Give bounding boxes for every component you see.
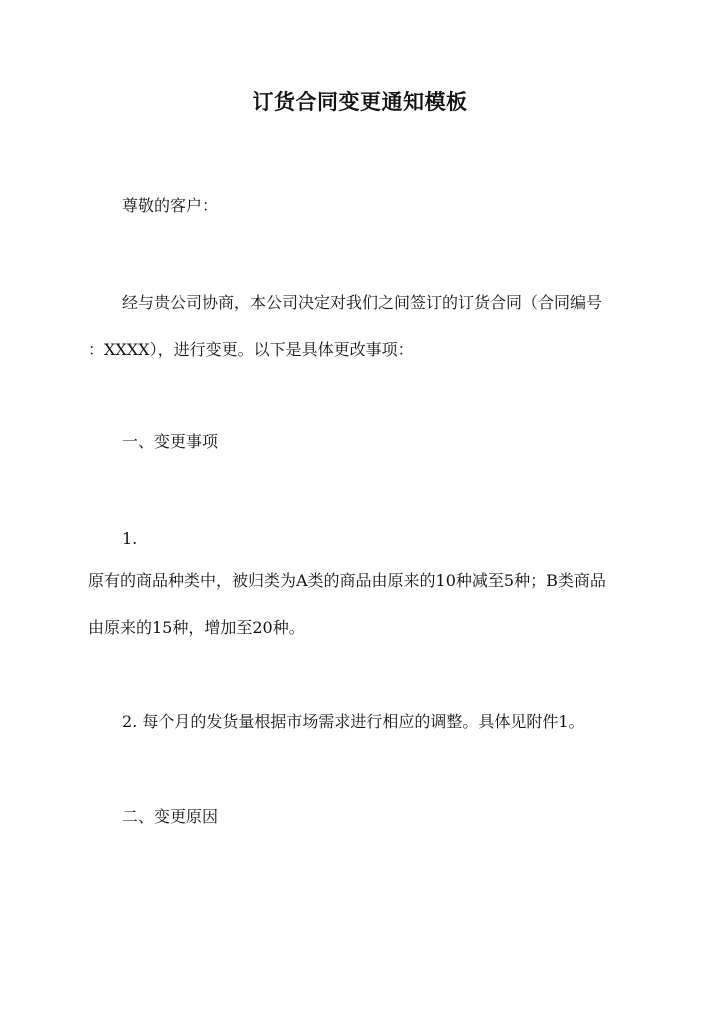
list-item-1-line-1: 原有的商品种类中，被归类为A类的商品由原来的10种减至5种；B类商品 bbox=[88, 571, 606, 590]
list-item-1-number: 1. bbox=[122, 529, 138, 548]
intro-paragraph-line-2: ：XXXX），进行变更。以下是具体更改事项： bbox=[88, 340, 414, 359]
list-item-2: 2. 每个月的发货量根据市场需求进行相应的调整。具体见附件1。 bbox=[122, 712, 585, 731]
list-item-1-line-2: 由原来的15种，增加至20种。 bbox=[88, 618, 305, 637]
greeting-text: 尊敬的客户： bbox=[122, 196, 219, 215]
section-heading-reasons: 二、变更原因 bbox=[122, 807, 219, 826]
document-title: 订货合同变更通知模板 bbox=[252, 89, 468, 114]
intro-paragraph-line-1: 经与贵公司协商，本公司决定对我们之间签订的订货合同（合同编号 bbox=[122, 293, 603, 312]
section-heading-changes: 一、变更事项 bbox=[122, 432, 219, 451]
